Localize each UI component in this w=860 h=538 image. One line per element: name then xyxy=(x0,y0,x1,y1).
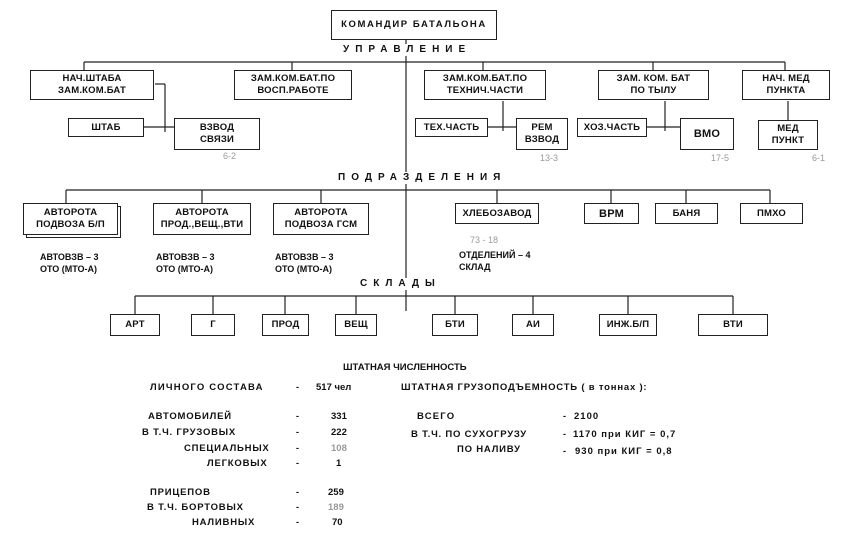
liquid-label: ПО НАЛИВУ xyxy=(457,444,521,455)
vmo-count: 17-5 xyxy=(711,153,730,163)
special-dash: - xyxy=(296,443,299,453)
liquid-dash: - xyxy=(563,446,566,456)
deputy-technical-line2: ТЕХНИЧ.ЧАСТИ xyxy=(446,85,524,96)
warehouse-vti-label: ВТИ xyxy=(723,319,743,330)
flatbed-dash: - xyxy=(296,502,299,512)
deputy-technical-line1: ЗАМ.КОМ.БАТ.ПО xyxy=(442,73,528,84)
personnel-label: ЛИЧНОГО СОСТАВА xyxy=(150,382,264,393)
warehouse-g-label: Г xyxy=(210,319,216,330)
med-point-box xyxy=(758,120,818,150)
warehouse-bti-box xyxy=(432,314,478,336)
deputy-technical-box xyxy=(424,70,546,100)
total-label: ВСЕГО xyxy=(417,411,456,422)
bakery-note-line1: ОТДЕЛЕНИЙ – 4 xyxy=(459,250,531,260)
truck-company-ammo-line1: АВТОРОТА xyxy=(43,207,98,218)
liquid-value: 930 при КИГ = 0,8 xyxy=(575,446,673,457)
warehouse-ai-box xyxy=(512,314,554,336)
company1-note-line2: ОТО (МТО-А) xyxy=(40,264,98,274)
warehouse-art-label: АРТ xyxy=(125,319,145,330)
chief-of-staff-line1: НАЧ.ШТАБА xyxy=(62,73,122,84)
company3-note-line1: АВТОВЗВ – 3 xyxy=(275,252,334,262)
repair-platoon-box xyxy=(516,118,568,150)
total-value: 2100 xyxy=(574,411,600,422)
med-count: 6-1 xyxy=(812,153,826,163)
warehouse-clothing-label: ВЕЩ xyxy=(344,319,368,330)
warehouse-clothing-box xyxy=(335,314,377,336)
truck-company-food-line2: ПРОД.,ВЕЩ.,ВТИ xyxy=(160,219,244,230)
truck-company-fuel-box xyxy=(273,203,369,235)
banya-label: БАНЯ xyxy=(672,207,701,219)
dry-dash: - xyxy=(563,429,566,439)
chief-of-staff-box xyxy=(30,70,154,100)
truck-company-ammo-box xyxy=(23,203,118,235)
med-point-line1: МЕД xyxy=(777,123,799,134)
warehouse-bti-label: БТИ xyxy=(445,319,465,330)
truck-company-fuel-line1: АВТОРОТА xyxy=(294,207,348,218)
bakery-box xyxy=(455,203,539,224)
signal-platoon-line1: ВЗВОД xyxy=(199,122,235,133)
pmho-box xyxy=(740,203,803,224)
vmo-label: ВМО xyxy=(693,128,721,140)
company1-note-line1: АВТОВЗВ – 3 xyxy=(40,252,99,262)
signal-platoon-box xyxy=(174,118,260,150)
warehouse-vti-box xyxy=(698,314,768,336)
warehouse-food-label: ПРОД xyxy=(271,319,300,330)
deputy-education-line1: ЗАМ.КОМ.БАТ.ПО xyxy=(250,73,336,84)
total-dash: - xyxy=(563,411,566,421)
deputy-rear-line2: ПО ТЫЛУ xyxy=(630,85,677,96)
pmho-label: ПМХО xyxy=(756,207,787,219)
flatbed-value: 189 xyxy=(328,502,344,513)
company1-note xyxy=(40,251,98,275)
section-management-label: УПРАВЛЕНИЕ xyxy=(339,44,475,56)
capacity-title: ШТАТНАЯ ГРУЗОПОДЪЕМНОСТЬ ( в тоннах ): xyxy=(401,382,648,393)
warehouse-ai-label: АИ xyxy=(525,319,541,330)
bakery-note-line2: СКЛАД xyxy=(459,262,491,272)
trailers-label: ПРИЦЕПОВ xyxy=(150,487,211,498)
cars-value: 331 xyxy=(331,411,347,422)
warehouse-eng-label: ИНЖ.Б/П xyxy=(606,319,650,330)
cars-label: АВТОМОБИЛЕЙ xyxy=(148,411,232,422)
warehouse-food-box xyxy=(262,314,309,336)
special-label: СПЕЦИАЛЬНЫХ xyxy=(184,443,270,454)
staff-box xyxy=(68,118,144,137)
hoz-part-box xyxy=(577,118,647,137)
battalion-commander-box xyxy=(331,10,497,40)
warehouse-g-box xyxy=(191,314,235,336)
trailers-dash: - xyxy=(296,487,299,497)
warehouse-art-box xyxy=(110,314,160,336)
truck-company-ammo-line2: ПОДВОЗА Б/П xyxy=(36,219,105,230)
chief-of-staff-line2: ЗАМ.КОМ.БАТ xyxy=(58,85,126,96)
deputy-education-box xyxy=(234,70,352,100)
company3-note-line2: ОТО (МТО-А) xyxy=(275,264,333,274)
signal-platoon-count: 6-2 xyxy=(223,151,237,161)
vrm-box xyxy=(584,203,639,224)
bakery-note xyxy=(459,249,530,273)
tank-value: 70 xyxy=(332,517,343,528)
med-point-line2: ПУНКТ xyxy=(771,135,805,146)
cars-dash: - xyxy=(296,411,299,421)
truck-company-food-line1: АВТОРОТА xyxy=(175,207,229,218)
staff-label: ШТАБ xyxy=(91,121,121,133)
warehouse-eng-box xyxy=(599,314,657,336)
tech-part-label: ТЕХ.ЧАСТЬ xyxy=(423,121,480,133)
trailers-value: 259 xyxy=(328,487,344,498)
med-chief-box xyxy=(742,70,830,100)
company3-note xyxy=(275,251,333,275)
section-units-label: ПОДРАЗДЕЛЕНИЯ xyxy=(334,172,510,184)
truck-company-food-box xyxy=(153,203,251,235)
deputy-education-line2: ВОСП.РАБОТЕ xyxy=(257,85,329,96)
staffing-title: ШТАТНАЯ ЧИСЛЕННОСТЬ xyxy=(343,362,467,373)
dry-value: 1170 при КИГ = 0,7 xyxy=(573,429,677,440)
truck-company-fuel-line2: ПОДВОЗА ГСМ xyxy=(284,219,358,230)
med-chief-line2: ПУНКТА xyxy=(766,85,806,96)
signal-platoon-line2: СВЯЗИ xyxy=(199,134,235,145)
deputy-rear-line1: ЗАМ. КОМ. БАТ xyxy=(616,73,691,84)
cargo-dash: - xyxy=(296,427,299,437)
dry-label: В Т.Ч. ПО СУХОГРУЗУ xyxy=(411,429,528,440)
tank-label: НАЛИВНЫХ xyxy=(192,517,256,528)
battalion-commander-label: КОМАНДИР БАТАЛЬОНА xyxy=(341,19,487,30)
deputy-rear-box xyxy=(598,70,709,100)
tech-part-box xyxy=(415,118,488,137)
tank-dash: - xyxy=(296,517,299,527)
special-value: 108 xyxy=(331,443,347,454)
company2-note-line1: АВТОВЗВ – 3 xyxy=(156,252,215,262)
banya-box xyxy=(655,203,718,224)
company2-note xyxy=(156,251,214,275)
cargo-label: В Т.Ч. ГРУЗОВЫХ xyxy=(142,427,237,438)
repair-platoon-line2: ВЗВОД xyxy=(524,134,560,145)
bakery-count: 73 - 18 xyxy=(470,235,499,245)
bakery-label: ХЛЕБОЗАВОД xyxy=(462,207,532,219)
repair-platoon-line1: РЕМ xyxy=(531,122,553,133)
light-label: ЛЕГКОВЫХ xyxy=(207,458,268,469)
tech-count: 13-3 xyxy=(540,153,559,163)
light-dash: - xyxy=(296,458,299,468)
light-value: 1 xyxy=(336,458,342,469)
hoz-part-label: ХОЗ.ЧАСТЬ xyxy=(583,121,641,133)
section-warehouses-label: СКЛАДЫ xyxy=(356,278,445,290)
med-chief-line1: НАЧ. МЕД xyxy=(762,73,810,84)
personnel-value: 517 чел xyxy=(316,382,352,393)
vmo-box xyxy=(680,118,734,150)
company2-note-line2: ОТО (МТО-А) xyxy=(156,264,214,274)
cargo-value: 222 xyxy=(331,427,347,438)
personnel-dash: - xyxy=(296,382,299,392)
flatbed-label: В Т.Ч. БОРТОВЫХ xyxy=(147,502,244,513)
vrm-label: ВРМ xyxy=(599,207,624,220)
